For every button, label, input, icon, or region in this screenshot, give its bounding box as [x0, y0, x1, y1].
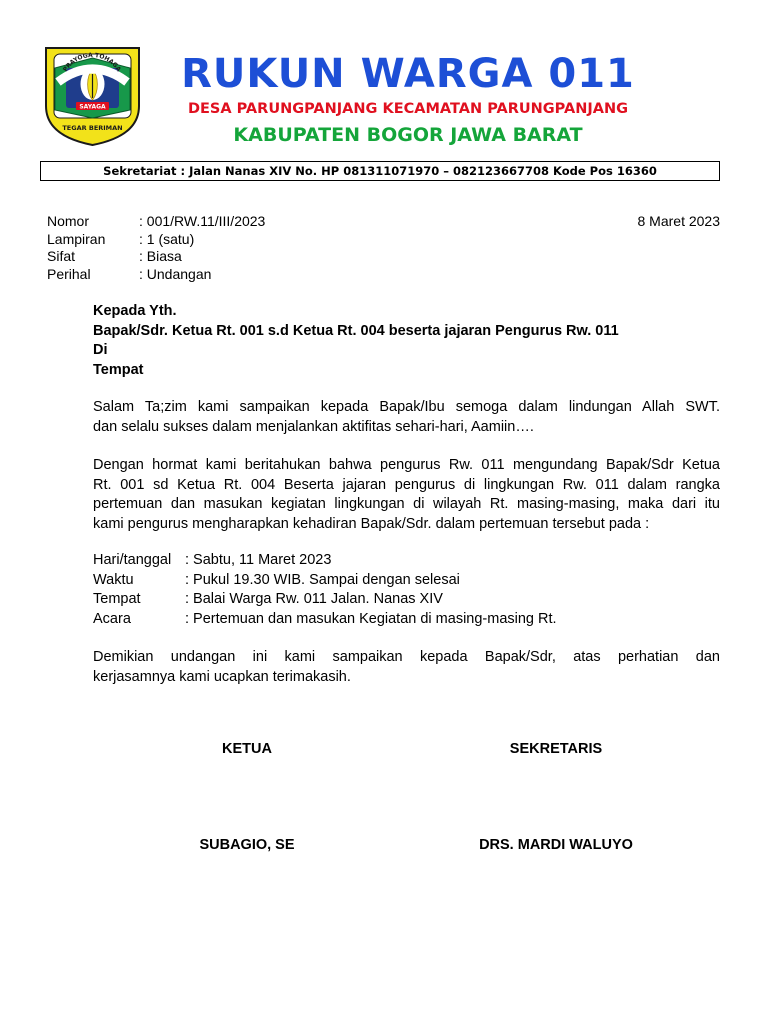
paragraph-line: Demikian undangan ini kami sampaikan kepada Bapak/Sdr, atas perhatian dan — [93, 649, 720, 665]
meta-row-subject — [47, 266, 439, 284]
detail-value: : Balai Warga Rw. 011 Jalan. Nanas XIV — [185, 591, 443, 608]
meta-row-attachment — [47, 231, 439, 249]
detail-value: : Pertemuan dan masukan Kegiatan di masing-masing Rt. — [185, 611, 557, 628]
addressee-place: Tempat — [93, 361, 144, 378]
detail-value: : Sabtu, 11 Maret 2023 — [185, 552, 332, 568]
paragraph-line: Dengan hormat kami beritahukan bahwa pengurus Rw. 011 mengundang Bapak/Sdr Ketua — [93, 457, 720, 473]
organization-subtitle: DESA PARUNGPANJANG KECAMATAN PARUNGPANJANG — [187, 101, 628, 117]
detail-label: Acara — [93, 611, 131, 628]
organization-region: KABUPATEN BOGOR JAWA BARAT — [233, 124, 583, 146]
emblem-ribbon-text: PRAYOGA TOHAGA — [61, 51, 123, 74]
bogor-emblem-logo — [40, 44, 145, 148]
secretariat-address: Sekretariat : Jalan Nanas XIV No. HP 081311071970 – 082123667708 Kode Pos 16360 — [40, 161, 720, 181]
signature-title-secretary: SEKRETARIS — [509, 741, 603, 757]
paragraph-line: kerjasamnya kami ucapkan terimakasih. — [93, 668, 351, 685]
meta-label: Sifat — [47, 248, 76, 264]
organization-title: RUKUN WARGA 011 — [181, 51, 635, 97]
closing-paragraph — [93, 648, 720, 687]
meta-value: : Undangan — [139, 265, 212, 282]
detail-row-place — [93, 590, 557, 610]
addressee-block — [93, 302, 619, 380]
detail-value: : Pukul 19.30 WIB. Sampai dengan selesai — [185, 571, 460, 588]
signature-name-secretary: DRS. MARDI WALUYO — [479, 837, 633, 853]
addressee-salutation: Kepada Yth. — [93, 303, 177, 319]
meta-value: : 001/RW.11/III/2023 — [139, 213, 266, 229]
addressee-di: Di — [93, 342, 108, 358]
detail-label: Hari/tanggal — [93, 552, 172, 568]
paragraph-line: kami pengurus mengharapkan kehadiran Bapak/Sdr. dalam pertemuan tersebut pada : — [93, 516, 650, 533]
letter-date: 8 Maret 2023 — [637, 213, 720, 229]
detail-label: Waktu — [93, 571, 134, 588]
meta-value: : 1 (satu) — [139, 230, 195, 247]
detail-row-agenda — [93, 610, 557, 630]
meta-label: Nomor — [47, 213, 90, 229]
emblem-motto: TEGAR BERIMAN — [62, 124, 123, 132]
paragraph-line: pertemuan dan masukan kegiatan lingkungan di wilayah Rt. masing-masing, maka dari itu — [93, 496, 720, 513]
detail-row-date — [93, 551, 557, 571]
paragraph-line: Rt. 001 sd Ketua Rt. 004 Beserta jajaran pengurus di lingkungan Rw. 011 dalam rangka — [93, 476, 720, 493]
meta-value: : Biasa — [139, 248, 182, 264]
addressee-recipient: Bapak/Sdr. Ketua Rt. 001 s.d Ketua Rt. 004 beserta jajaran Pengurus Rw. 011 — [93, 322, 619, 339]
meta-row-nature — [47, 248, 439, 266]
greeting-paragraph — [93, 398, 720, 437]
announcement-paragraph — [93, 456, 720, 535]
meta-label: Lampiran — [47, 230, 106, 247]
letter-metadata — [47, 213, 439, 283]
meta-label: Perihal — [47, 265, 91, 282]
detail-label: Tempat — [93, 591, 141, 608]
signature-name-chairman: SUBAGIO, SE — [199, 837, 295, 853]
signature-title-chairman: KETUA — [222, 741, 272, 757]
event-details — [93, 551, 557, 630]
detail-row-time — [93, 571, 557, 591]
paragraph-line: dan selalu sukses dalam menjalankan aktifitas sehari-hari, Aamiin…. — [93, 418, 534, 435]
meta-row-number — [47, 213, 439, 231]
paragraph-line: Salam Ta;zim kami sampaikan kepada Bapak/Ibu semoga dalam lindungan Allah SWT. — [93, 399, 720, 415]
emblem-center-text: SAYAGA — [79, 103, 106, 111]
